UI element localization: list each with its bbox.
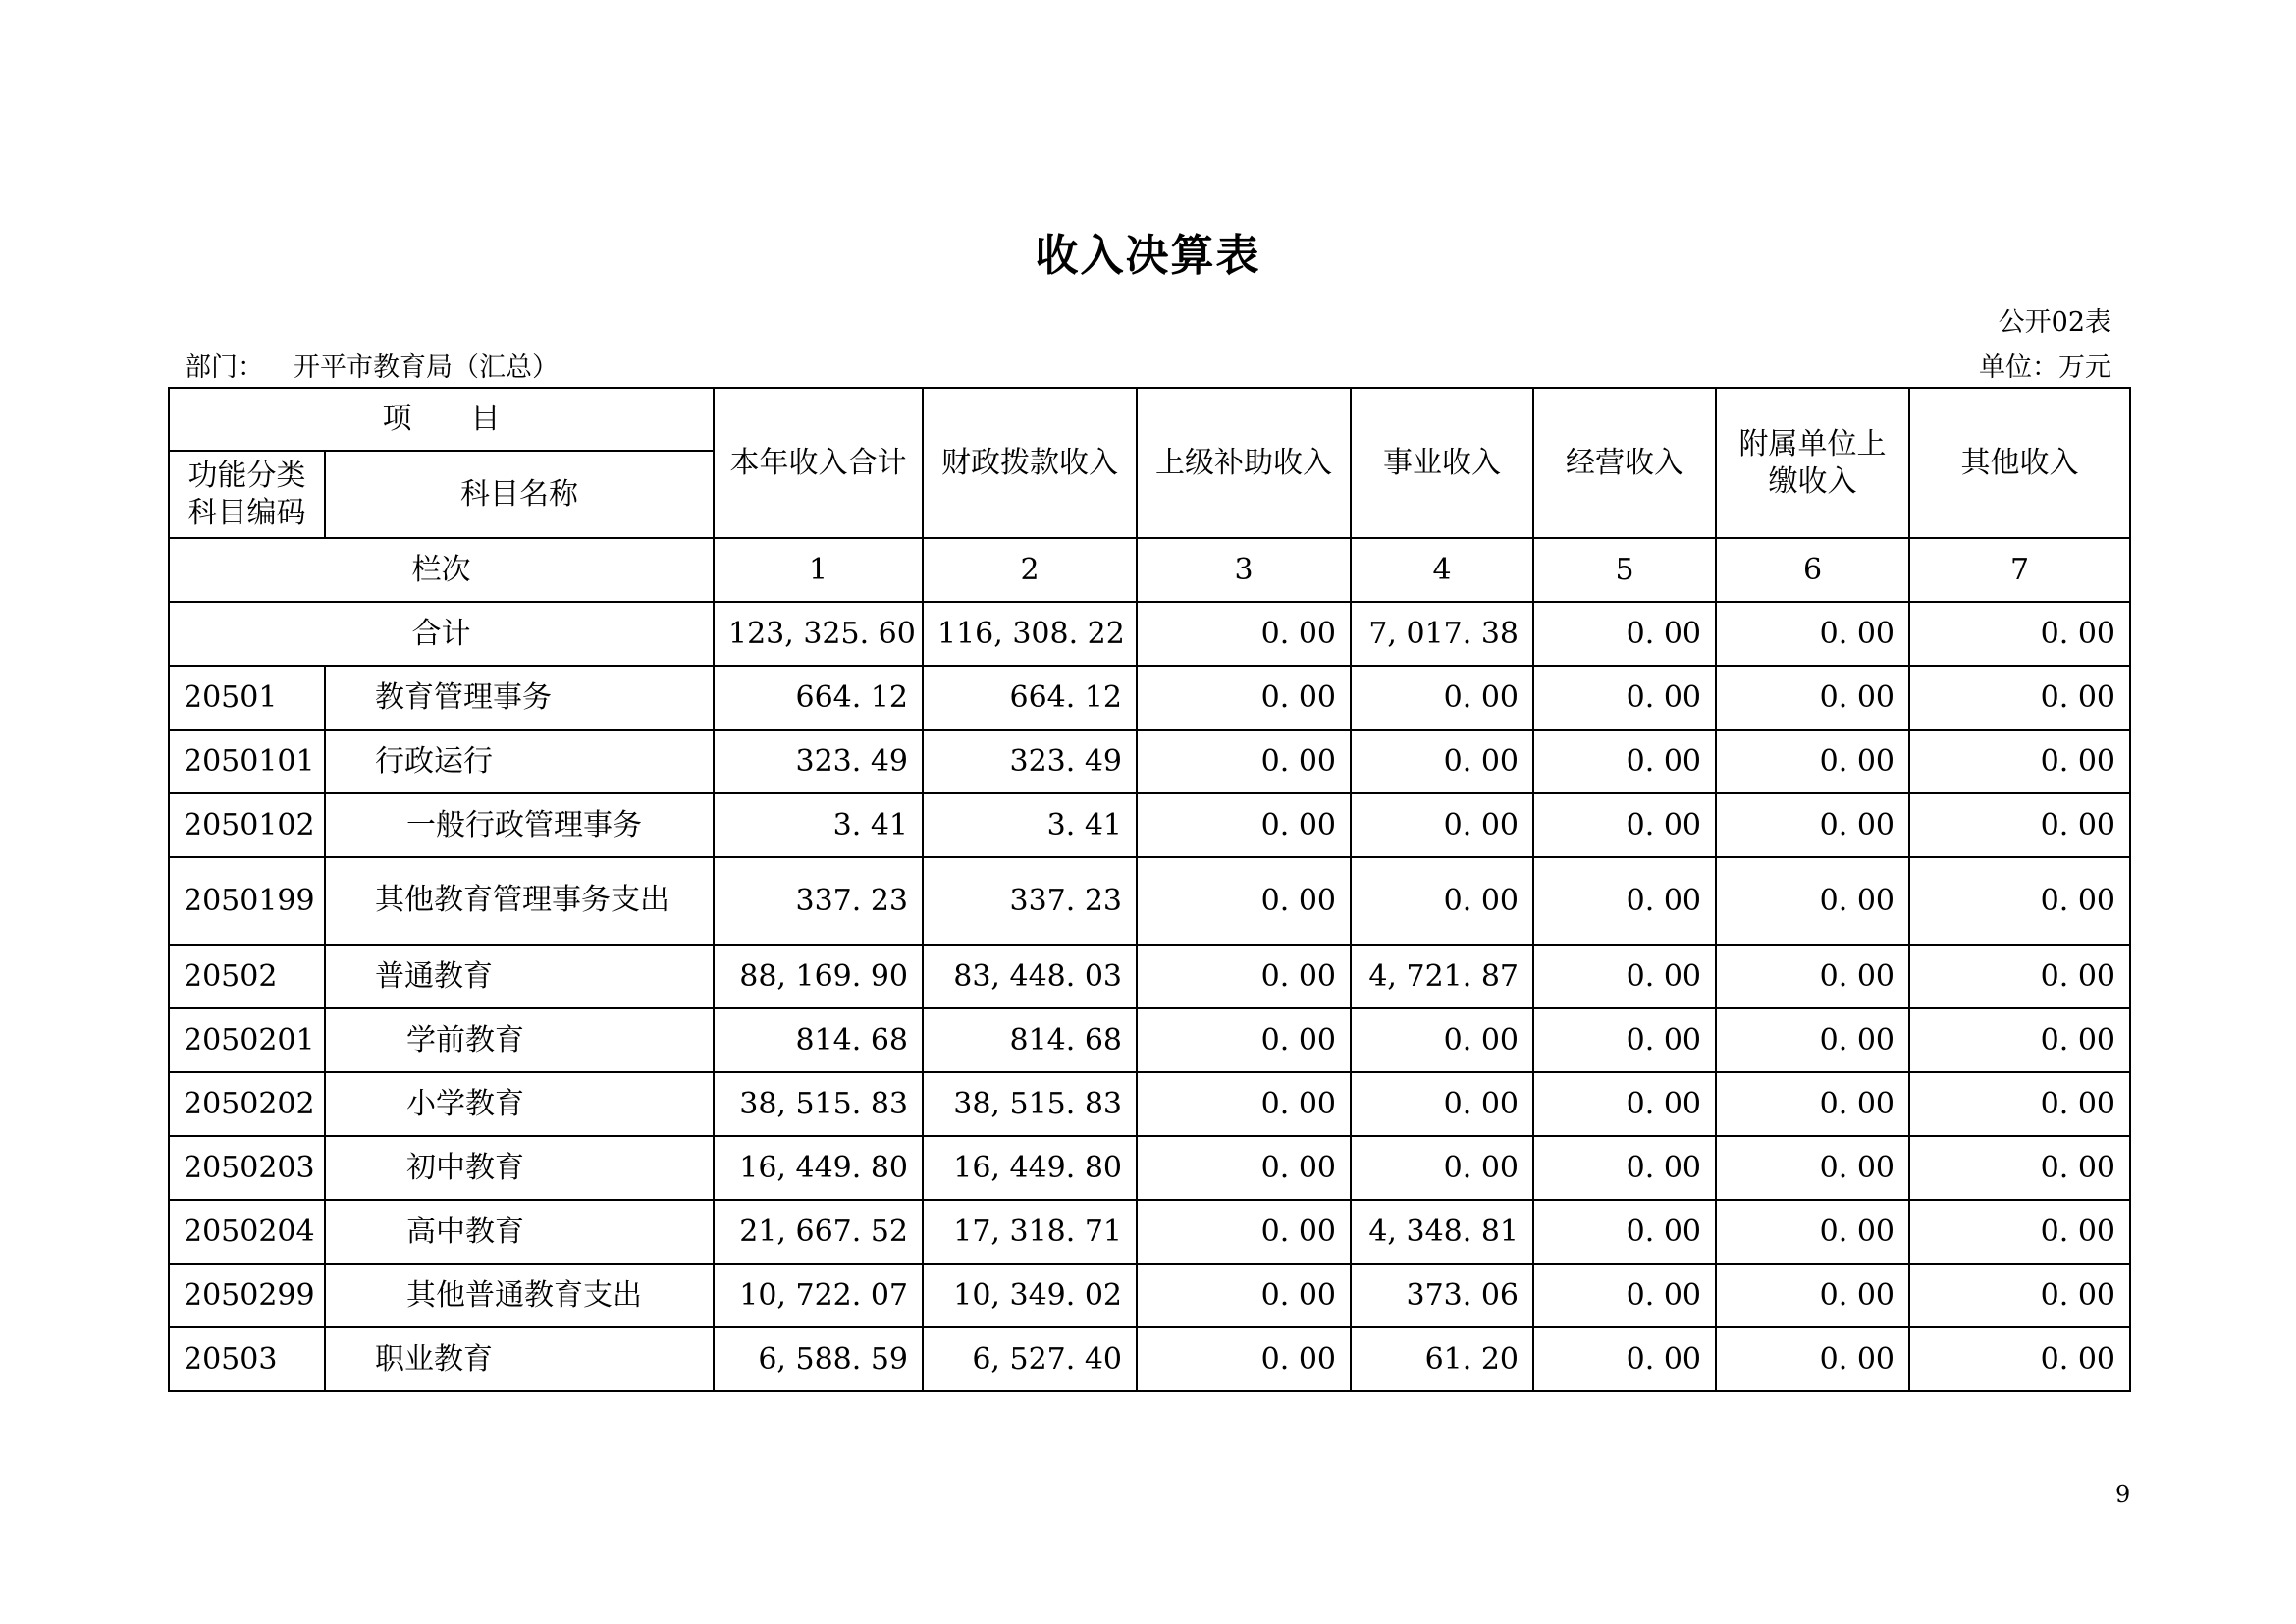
- row-value: 0. 00: [1351, 730, 1533, 793]
- row-value: 0. 00: [1716, 1200, 1909, 1264]
- column-index-label: 栏次: [169, 538, 714, 602]
- row-code: 2050202: [169, 1072, 325, 1136]
- row-name: 职业教育: [325, 1327, 714, 1391]
- row-name: 普通教育: [325, 945, 714, 1008]
- row-name: 其他教育管理事务支出: [325, 857, 714, 945]
- total-value: 7, 017. 38: [1351, 602, 1533, 666]
- row-value: 0. 00: [1351, 793, 1533, 857]
- row-value: 0. 00: [1351, 666, 1533, 730]
- row-value: 337. 23: [714, 857, 923, 945]
- row-value: 0. 00: [1533, 793, 1716, 857]
- department-value: 开平市教育局（汇总）: [294, 352, 559, 383]
- table-row: [169, 730, 2130, 793]
- row-value: 0. 00: [1533, 666, 1716, 730]
- row-value: 4, 721. 87: [1351, 945, 1533, 1008]
- row-name: 其他普通教育支出: [325, 1264, 714, 1327]
- row-value: 0. 00: [1909, 1136, 2130, 1200]
- row-value: 0. 00: [1909, 1072, 2130, 1136]
- row-value: 0. 00: [1909, 857, 2130, 945]
- row-value: 0. 00: [1533, 1008, 1716, 1072]
- row-value: 0. 00: [1137, 1136, 1351, 1200]
- row-value: 323. 49: [714, 730, 923, 793]
- row-name: 学前教育: [325, 1008, 714, 1072]
- row-value: 0. 00: [1716, 793, 1909, 857]
- row-value: 0. 00: [1137, 1264, 1351, 1327]
- row-value: 0. 00: [1533, 945, 1716, 1008]
- department-label: 部门：: [185, 352, 264, 383]
- row-value: 0. 00: [1716, 945, 1909, 1008]
- page-title: 收入决算表: [1035, 231, 1261, 281]
- row-value: 0. 00: [1909, 945, 2130, 1008]
- row-value: 0. 00: [1137, 1200, 1351, 1264]
- row-value: 61. 20: [1351, 1327, 1533, 1391]
- row-value: 10, 722. 07: [714, 1264, 923, 1327]
- row-value: 373. 06: [1351, 1264, 1533, 1327]
- row-value: 4, 348. 81: [1351, 1200, 1533, 1264]
- row-value: 0. 00: [1716, 1327, 1909, 1391]
- row-value: 0. 00: [1909, 1264, 2130, 1327]
- row-value: 0. 00: [1533, 730, 1716, 793]
- row-value: 0. 00: [1909, 1327, 2130, 1391]
- table-row: [169, 1264, 2130, 1327]
- row-value: 0. 00: [1351, 1072, 1533, 1136]
- row-value: 0. 00: [1909, 1200, 2130, 1264]
- row-value: 17, 318. 71: [923, 1200, 1137, 1264]
- header-col: 上级补助收入: [1137, 388, 1351, 538]
- form-number: 公开02表: [1998, 307, 2111, 338]
- row-value: 0. 00: [1137, 1072, 1351, 1136]
- total-value: 0. 00: [1909, 602, 2130, 666]
- column-index: 1: [714, 538, 923, 602]
- header-col: 经营收入: [1533, 388, 1716, 538]
- header-row-1: [169, 388, 2130, 451]
- row-value: 0. 00: [1716, 1008, 1909, 1072]
- table-row: [169, 793, 2130, 857]
- row-value: 0. 00: [1137, 945, 1351, 1008]
- row-value: 664. 12: [923, 666, 1137, 730]
- table-row: [169, 666, 2130, 730]
- column-index-row: [169, 538, 2130, 602]
- row-value: 0. 00: [1351, 1136, 1533, 1200]
- row-value: 814. 68: [714, 1008, 923, 1072]
- row-value: 0. 00: [1351, 857, 1533, 945]
- column-index: 4: [1351, 538, 1533, 602]
- row-value: 0. 00: [1716, 1072, 1909, 1136]
- header-item: 项 目: [169, 388, 714, 451]
- table-row: [169, 1327, 2130, 1391]
- total-label: 合计: [169, 602, 714, 666]
- row-value: 0. 00: [1909, 730, 2130, 793]
- row-code: 20502: [169, 945, 325, 1008]
- row-value: 0. 00: [1533, 1264, 1716, 1327]
- table-row: [169, 857, 2130, 945]
- row-code: 2050204: [169, 1200, 325, 1264]
- total-value: 123, 325. 60: [714, 602, 923, 666]
- row-value: 0. 00: [1716, 1264, 1909, 1327]
- row-value: 0. 00: [1716, 730, 1909, 793]
- table-row: [169, 1200, 2130, 1264]
- row-value: 0. 00: [1716, 666, 1909, 730]
- row-code: 20503: [169, 1327, 325, 1391]
- row-value: 38, 515. 83: [923, 1072, 1137, 1136]
- row-name: 初中教育: [325, 1136, 714, 1200]
- table-row: [169, 1136, 2130, 1200]
- row-value: 0. 00: [1533, 1072, 1716, 1136]
- row-value: 10, 349. 02: [923, 1264, 1137, 1327]
- row-value: 664. 12: [714, 666, 923, 730]
- row-value: 0. 00: [1909, 666, 2130, 730]
- row-value: 0. 00: [1533, 1327, 1716, 1391]
- row-value: 21, 667. 52: [714, 1200, 923, 1264]
- row-value: 0. 00: [1137, 666, 1351, 730]
- row-code: 2050201: [169, 1008, 325, 1072]
- income-table: [168, 387, 2131, 1392]
- row-code: 2050101: [169, 730, 325, 793]
- total-value: 0. 00: [1137, 602, 1351, 666]
- row-value: 0. 00: [1351, 1008, 1533, 1072]
- row-value: 6, 527. 40: [923, 1327, 1137, 1391]
- row-value: 38, 515. 83: [714, 1072, 923, 1136]
- table-row: [169, 1072, 2130, 1136]
- page-number: 9: [2115, 1481, 2131, 1508]
- row-value: 0. 00: [1533, 1136, 1716, 1200]
- row-value: 0. 00: [1716, 857, 1909, 945]
- row-code: 20501: [169, 666, 325, 730]
- row-value: 0. 00: [1137, 730, 1351, 793]
- row-value: 0. 00: [1137, 1327, 1351, 1391]
- row-value: 337. 23: [923, 857, 1137, 945]
- header-col: 本年收入合计: [714, 388, 923, 538]
- row-value: 0. 00: [1137, 857, 1351, 945]
- row-value: 0. 00: [1533, 1200, 1716, 1264]
- row-value: 0. 00: [1716, 1136, 1909, 1200]
- row-value: 16, 449. 80: [923, 1136, 1137, 1200]
- total-value: 0. 00: [1533, 602, 1716, 666]
- row-name: 高中教育: [325, 1200, 714, 1264]
- row-code: 2050199: [169, 857, 325, 945]
- header-col: 财政拨款收入: [923, 388, 1137, 538]
- header-col: 其他收入: [1909, 388, 2130, 538]
- row-value: 323. 49: [923, 730, 1137, 793]
- row-value: 83, 448. 03: [923, 945, 1137, 1008]
- row-name: 小学教育: [325, 1072, 714, 1136]
- total-row: [169, 602, 2130, 666]
- row-name: 行政运行: [325, 730, 714, 793]
- row-code: 2050102: [169, 793, 325, 857]
- table-row: [169, 1008, 2130, 1072]
- row-name: 一般行政管理事务: [325, 793, 714, 857]
- row-value: 6, 588. 59: [714, 1327, 923, 1391]
- row-value: 0. 00: [1909, 1008, 2130, 1072]
- row-value: 3. 41: [923, 793, 1137, 857]
- header-func-code: 功能分类科目编码: [169, 451, 325, 538]
- header-subject-name: 科目名称: [325, 451, 714, 538]
- row-value: 3. 41: [714, 793, 923, 857]
- row-value: 16, 449. 80: [714, 1136, 923, 1200]
- column-index: 6: [1716, 538, 1909, 602]
- column-index: 3: [1137, 538, 1351, 602]
- row-code: 2050299: [169, 1264, 325, 1327]
- row-code: 2050203: [169, 1136, 325, 1200]
- column-index: 5: [1533, 538, 1716, 602]
- row-value: 0. 00: [1909, 793, 2130, 857]
- total-value: 0. 00: [1716, 602, 1909, 666]
- column-index: 7: [1909, 538, 2130, 602]
- row-value: 0. 00: [1137, 1008, 1351, 1072]
- unit-label: 单位：万元: [1979, 352, 2111, 383]
- row-name: 教育管理事务: [325, 666, 714, 730]
- header-col: 附属单位上缴收入: [1716, 388, 1909, 538]
- table-row: [169, 945, 2130, 1008]
- row-value: 0. 00: [1137, 793, 1351, 857]
- row-value: 0. 00: [1533, 857, 1716, 945]
- row-value: 814. 68: [923, 1008, 1137, 1072]
- header-col: 事业收入: [1351, 388, 1533, 538]
- department-line: [185, 346, 559, 384]
- row-value: 88, 169. 90: [714, 945, 923, 1008]
- column-index: 2: [923, 538, 1137, 602]
- total-value: 116, 308. 22: [923, 602, 1137, 666]
